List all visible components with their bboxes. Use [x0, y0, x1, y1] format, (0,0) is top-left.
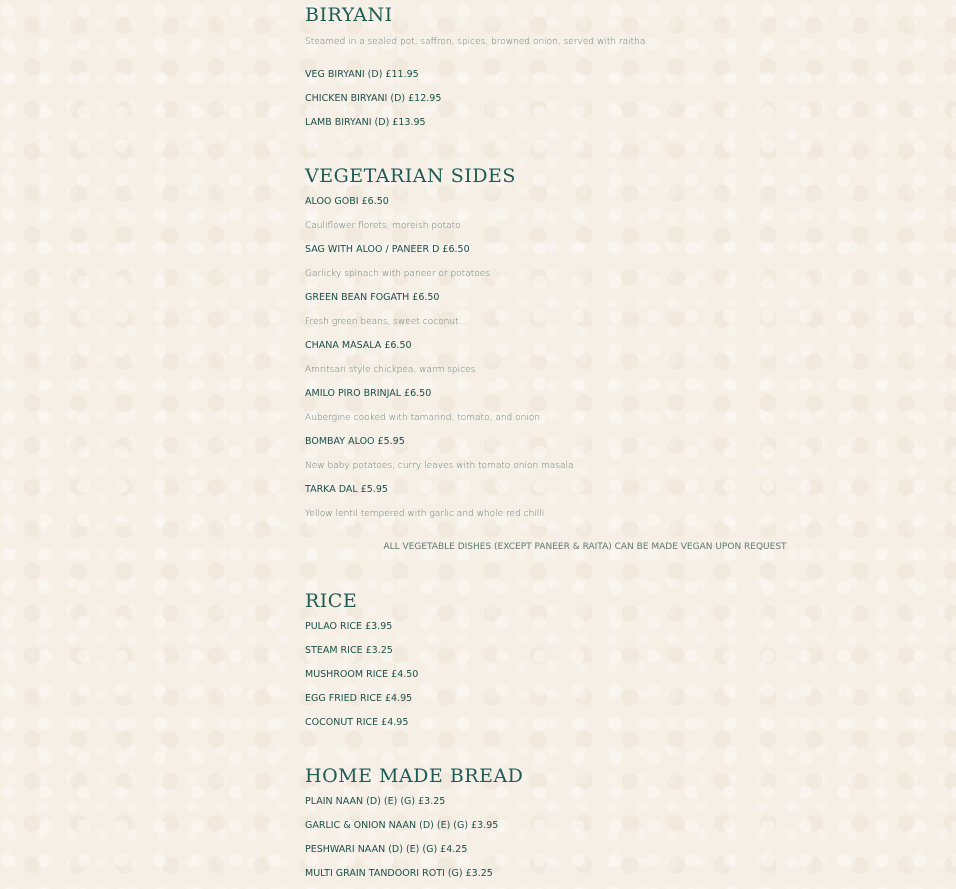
menu-item: CHICKEN BIRYANI (D) £12.95: [305, 93, 442, 104]
menu-item-description: Garlicky spinach with paneer or potatoes: [305, 269, 490, 279]
menu-item: CHANA MASALA £6.50: [305, 340, 412, 351]
menu-item: BOMBAY ALOO £5.95: [305, 436, 405, 447]
menu-item: PESHWARI NAAN (D) (E) (G) £4.25: [305, 844, 468, 855]
menu-item: AMILO PIRO BRINJAL £6.50: [305, 388, 432, 399]
menu-item: GARLIC & ONION NAAN (D) (E) (G) £3.95: [305, 820, 499, 831]
menu-item: COCONUT RICE £4.95: [305, 717, 409, 728]
menu-item-description: Yellow lentil tempered with garlic and whole red chilli: [305, 509, 545, 519]
menu-item: LAMB BIRYANI (D) £13.95: [305, 117, 426, 128]
section-title-biryani: BIRYANI: [305, 4, 393, 26]
menu-item: STEAM RICE £3.25: [305, 645, 393, 656]
section-title-rice: RICE: [305, 590, 358, 612]
menu-item-description: Amritsari style chickpea, warm spices: [305, 365, 476, 375]
biryani-description: Steamed in a sealed pot, saffron, spices, browned onion, served with raitha: [305, 37, 646, 47]
menu-item-description: Cauliflower florets, moreish potato: [305, 221, 461, 231]
menu-item: ALOO GOBI £6.50: [305, 196, 389, 207]
menu-item: MULTI GRAIN TANDOORI ROTI (G) £3.25: [305, 868, 493, 879]
menu-item-description: New baby potatoes, curry leaves with tomato onion masala: [305, 461, 574, 471]
menu-item: GREEN BEAN FOGATH £6.50: [305, 292, 440, 303]
menu-item-description: Fresh green beans, sweet coconut: [305, 317, 459, 327]
menu-item: MUSHROOM RICE £4.50: [305, 669, 419, 680]
section-title-vegetarian-sides: VEGETARIAN SIDES: [305, 165, 516, 187]
vegan-note: ALL VEGETABLE DISHES (EXCEPT PANEER & RAITA) CAN BE MADE VEGAN UPON REQUEST: [383, 542, 787, 552]
menu-item: PLAIN NAAN (D) (E) (G) £3.25: [305, 796, 446, 807]
menu-item: SAG WITH ALOO / PANEER D £6.50: [305, 244, 470, 255]
section-title-bread: HOME MADE BREAD: [305, 765, 524, 787]
menu-item-description: Aubergine cooked with tamarind, tomato, and onion: [305, 413, 541, 423]
menu-item: EGG FRIED RICE £4.95: [305, 693, 413, 704]
menu-item: TARKA DAL £5.95: [305, 484, 388, 495]
menu-item: VEG BIRYANI (D) £11.95: [305, 69, 419, 80]
menu-item: PULAO RICE £3.95: [305, 621, 393, 632]
